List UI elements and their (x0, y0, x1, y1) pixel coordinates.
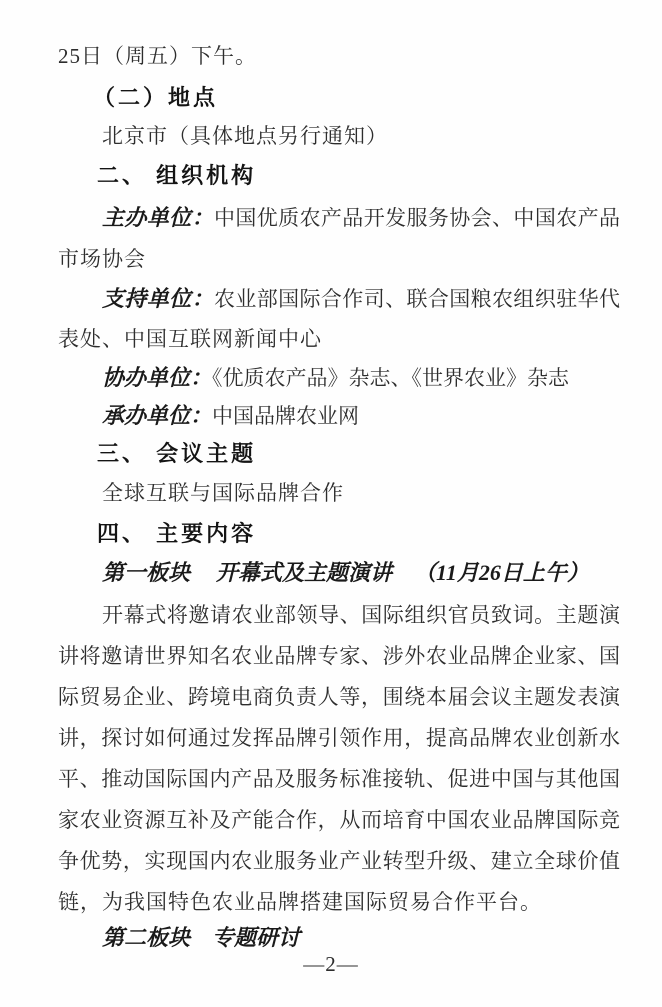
co-organizer-label: 协办单位： (102, 365, 213, 390)
organizer-value: 中国优质农产品开发服务协会、中国农产品 (213, 206, 620, 230)
theme-heading: 三、 会议主题 (97, 441, 257, 466)
section1-paragraph-line: 家农业资源互补及产能合作，从而培育中国农业品牌国际竞 (58, 808, 620, 832)
supporter-line-2: 表处、中国互联网新闻中心 (58, 327, 322, 351)
organizer-line-2: 市场协会 (58, 247, 146, 271)
section1-paragraph-line: 讲，探讨如何通过发挥品牌引领作用，提高品牌农业创新水 (58, 726, 620, 750)
section2-title-topic: 专题研讨 (212, 925, 301, 950)
main-content-heading: 四、 主要内容 (97, 521, 257, 546)
supporter-line-1 (58, 286, 620, 312)
section1-paragraph-line: 链，为我国特色农业品牌搭建国际贸易合作平台。 (58, 890, 542, 914)
section1-title-name: 第一板块 (102, 560, 191, 585)
section1-paragraph-line: 讲将邀请世界知名农业品牌专家、涉外农业品牌企业家、国 (58, 644, 620, 668)
location-heading: （二）地点 (93, 85, 219, 110)
section1-paragraph-line: 争优势，实现国内农业服务业产业转型升级、建立全球价值 (58, 849, 620, 873)
section1-paragraph-line: 开幕式将邀请农业部领导、国际组织官员致词。主题演 (102, 603, 620, 627)
section2-title-name: 第二板块 (102, 925, 191, 950)
organization-heading: 二、 组织机构 (97, 163, 257, 188)
organizer-line-1 (58, 205, 620, 231)
undertaker-line (58, 403, 620, 429)
section1-paragraph-line: 平、推动国际国内产品及服务标准接轨、促进中国与其他国 (58, 767, 620, 791)
organizer-label: 主办单位： (102, 205, 214, 230)
page-number: —2— (303, 952, 359, 976)
section1-paragraph-line: 际贸易企业、跨境电商负责人等，围绕本届会议主题发表演 (58, 685, 620, 709)
section1-title (102, 560, 589, 586)
undertaker-value: 中国品牌农业网 (212, 404, 360, 428)
undertaker-label: 承办单位： (102, 403, 213, 428)
section1-title-topic: 开幕式及主题演讲 (216, 560, 393, 585)
section2-title (102, 925, 300, 951)
section1-title-time: （11月26日上午） (414, 560, 589, 585)
theme-value: 全球互联与国际品牌合作 (102, 481, 344, 505)
co-organizer-line (58, 365, 620, 391)
continuation-line: 25日（周五）下午。 (58, 44, 257, 68)
supporter-label: 支持单位： (102, 286, 214, 311)
co-organizer-value: 《优质农产品》杂志、《世界农业》杂志 (212, 366, 570, 390)
supporter-value: 农业部国际合作司、联合国粮农组织驻华代 (213, 287, 620, 311)
location-value: 北京市（具体地点另行通知） (102, 124, 388, 148)
